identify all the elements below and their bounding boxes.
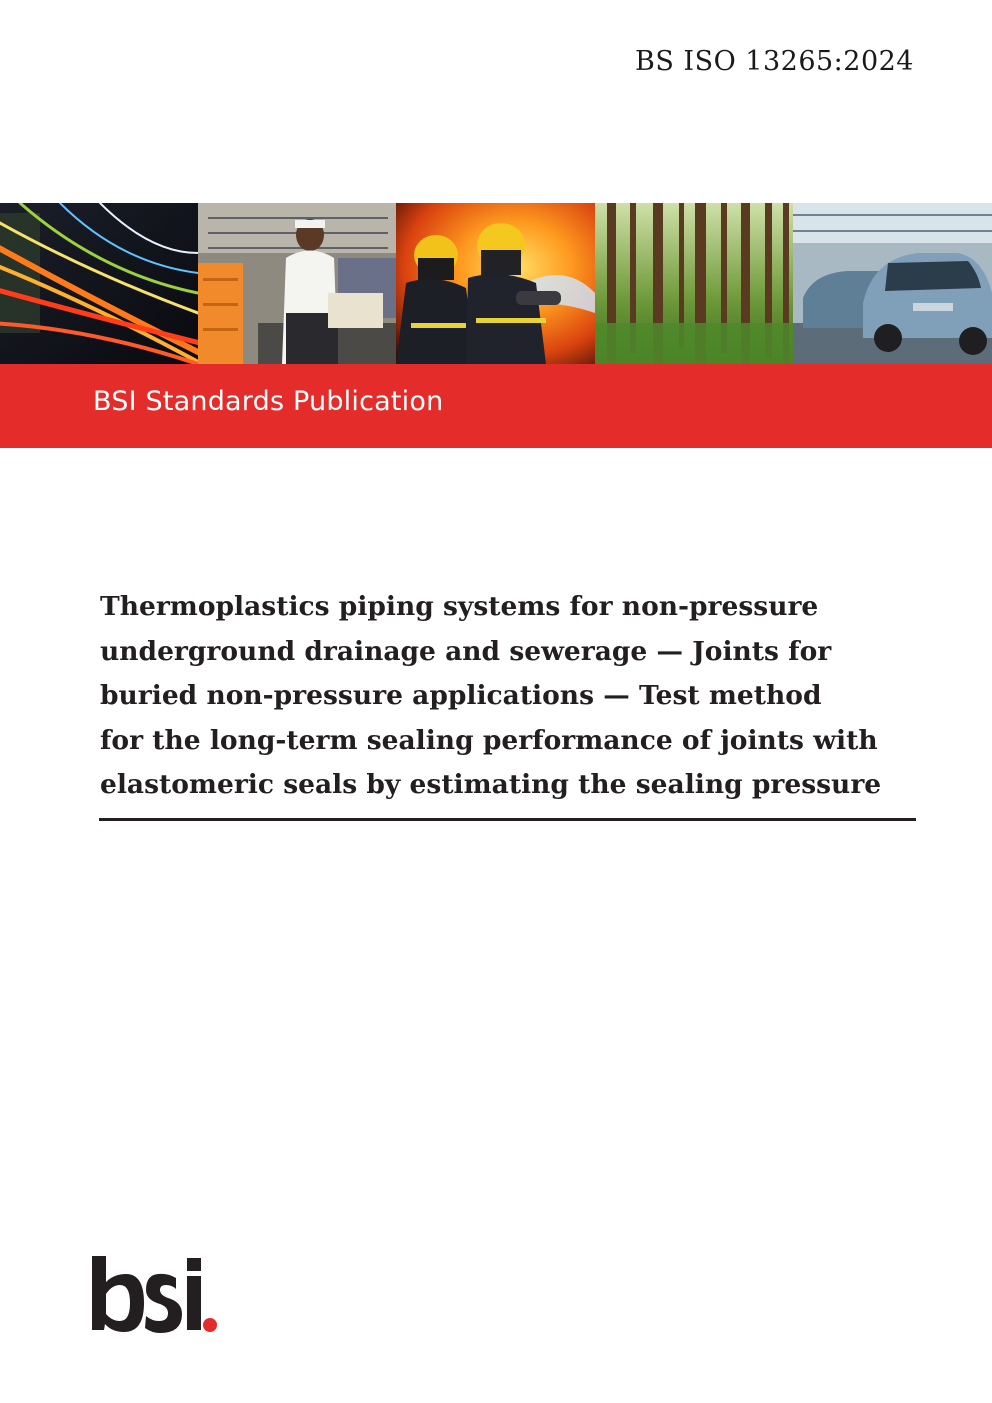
publication-type: BSI Standards Publication <box>93 386 444 417</box>
standard-number: BS ISO 13265:2024 <box>634 46 914 77</box>
light-trails-image <box>0 203 198 364</box>
title-line: for the long-term sealing performance of joints with <box>100 724 878 756</box>
title-line: underground drainage and sewerage — Joints for <box>100 635 832 667</box>
warehouse-worker-image <box>198 203 396 364</box>
bsi-logo <box>88 1252 218 1337</box>
forest-image <box>595 203 793 364</box>
title-line: elastomeric seals by estimating the sealing pressure <box>100 769 882 800</box>
title-divider <box>99 818 916 821</box>
document-title <box>100 585 920 808</box>
publication-band <box>0 364 992 448</box>
firefighters-image <box>396 203 595 364</box>
title-line: Thermoplastics piping systems for non-pressure <box>100 591 819 622</box>
car-production-image <box>793 203 992 364</box>
photo-strip <box>0 203 992 364</box>
title-line: buried non-pressure applications — Test method <box>100 680 822 711</box>
